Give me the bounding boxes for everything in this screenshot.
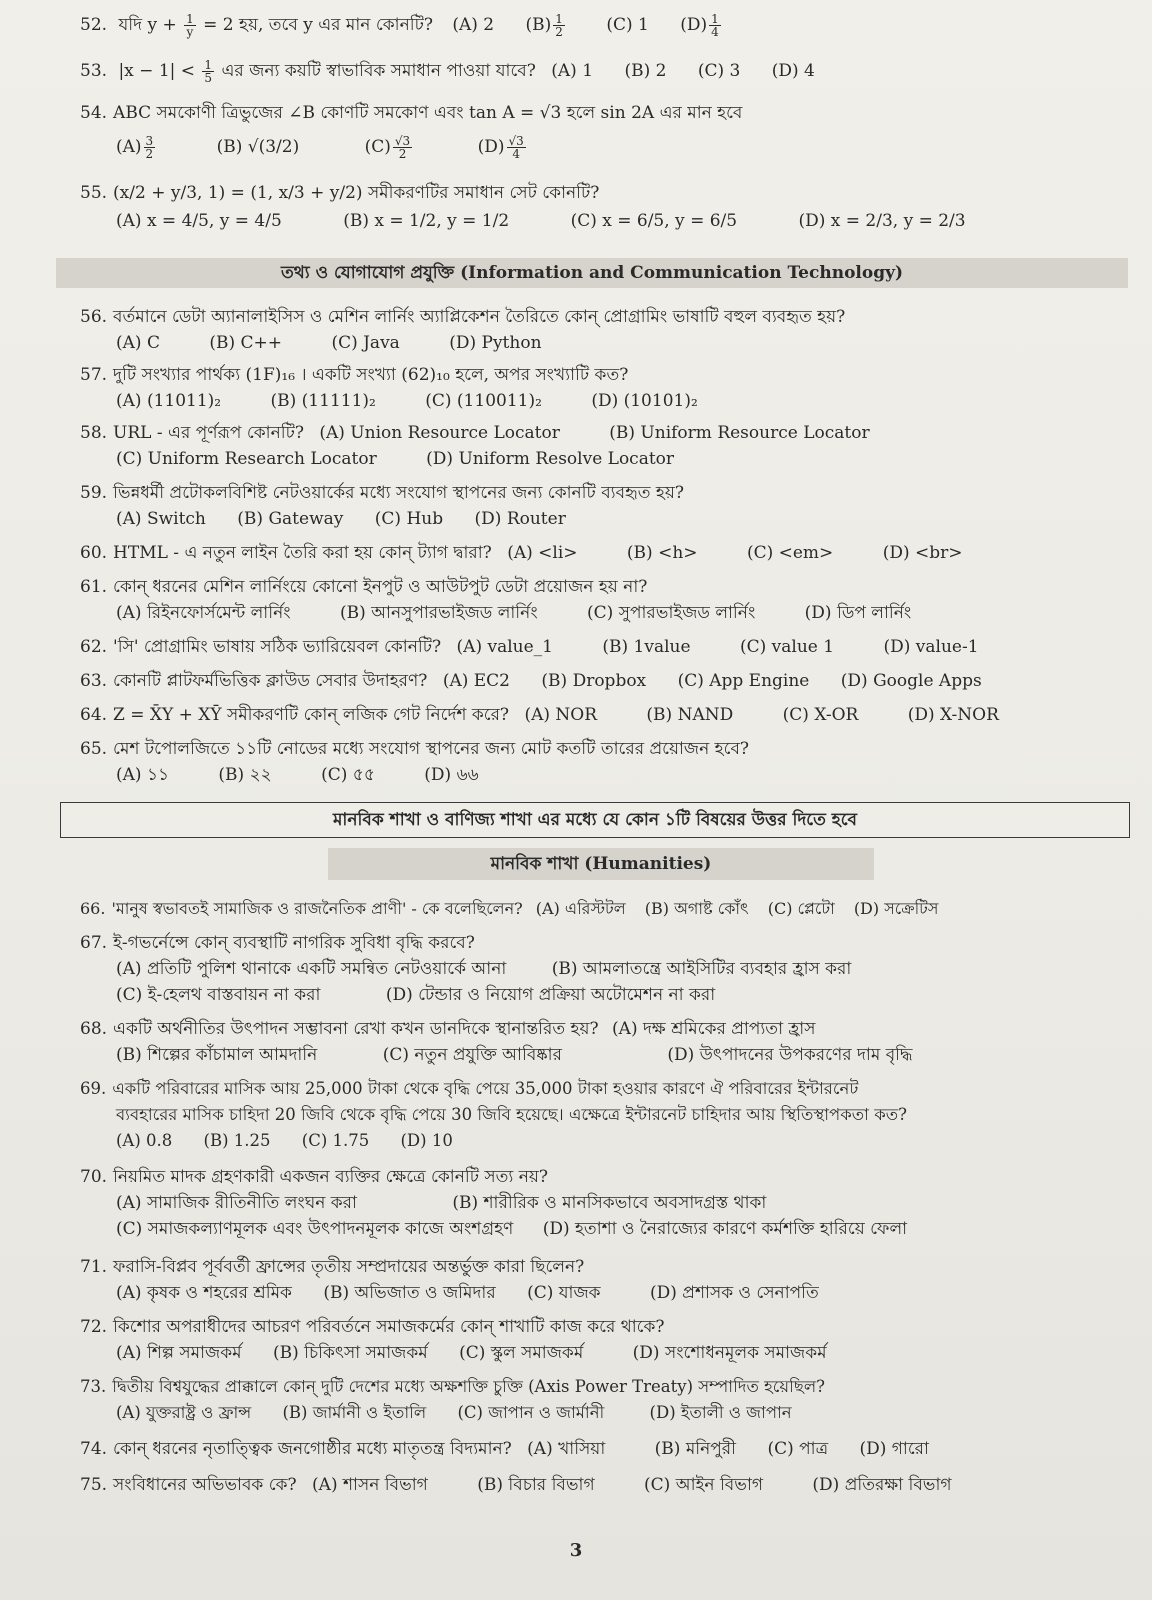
option-b: (B) শিল্পের কাঁচামাল আমদানি — [116, 1045, 318, 1065]
question-65: 65. মেশ টপোলজিতে ১১টি নোডের মধ্যে সংযোগ স্থাপনের জন্য মোট কতটি তারের প্রয়োজন হবে? (A) ১১ (B) ২২ (C) ৫৫ (D) ৬৬ — [80, 736, 1128, 788]
question-54: 54. ABC সমকোণী ত্রিভুজের ∠B কোণটি সমকোণ এবং tan A = √3 হলে sin 2A এর মান হবে (A) $\frac{3}{2}$ (B) √(3/2) (C) $\frac{√3}{2}$ (D) $\frac{√3}{4}$ — [80, 103, 743, 161]
option-c: (C) স্কুল সমাজকর্ম — [459, 1343, 584, 1363]
option-a: (A) যুক্তরাষ্ট্র ও ফ্রান্স — [116, 1403, 252, 1422]
option-a: (A) x = 4/5, y = 4/5 — [116, 211, 282, 231]
option-d: (D) ইতালী ও জাপান — [649, 1403, 792, 1422]
question-57: 57. দুটি সংখ্যার পার্থক্য (1F)₁₆ । একটি সংখ্যা (62)₁₀ হলে, অপর সংখ্যাটি কত? (A) (11011)₂ (B) (11111)₂ (C) (110011)₂ (D) (10101)₂ — [80, 362, 1128, 414]
question-63: 63. কোনটি প্লাটফর্মভিত্তিক ক্লাউড সেবার উদাহরণ? (A) EC2 (B) Dropbox (C) App Engine (D) Google Apps — [80, 668, 1128, 694]
option-b: (B) Gateway — [237, 509, 344, 529]
option-d: (D) <br> — [882, 543, 963, 563]
option-d: (D) (10101)₂ — [591, 391, 698, 411]
option-b: (B) C++ — [209, 333, 283, 353]
option-b: (B) 1.25 — [203, 1131, 271, 1150]
option-a: (A) দক্ষ শ্রমিকের প্রাপ্যতা হ্রাস — [612, 1019, 816, 1039]
option-b: (B) x = 1/2, y = 1/2 — [343, 211, 510, 231]
question-72: 72. কিশোর অপরাধীদের আচরণ পরিবর্তনে সমাজকর্মের কোন্ শাখাটি কাজ করে থাকে? (A) শিল্প সমাজকর্ম (B) চিকিৎসা সমাজকর্ম (C) স্কুল সমাজকর্ম (D) সংশোধনমূলক সমাজকর্ম — [80, 1314, 1128, 1366]
option-b: (B) বিচার বিভাগ — [477, 1475, 595, 1495]
section-heading-ict: তথ্য ও যোগাযোগ প্রযুক্তি (Information and Communication Technology) — [56, 258, 1128, 288]
option-d: (D) হতাশা ও নৈরাজ্যের কারণে কর্মশক্তি হারিয়ে ফেলা — [542, 1219, 908, 1239]
option-b: (B) 2 — [624, 61, 667, 81]
option-b: (B) চিকিৎসা সমাজকর্ম — [272, 1343, 428, 1363]
question-53: 53. |x − 1| < $\frac{1}{5}$ এর জন্য কয়টি স্বাভাবিক সমাধান পাওয়া যাবে? (A) 1 (B) 2 (C) 3 (D) 4 — [80, 58, 815, 85]
option-d: (D) প্রতিরক্ষা বিভাগ — [812, 1475, 952, 1495]
option-c: (C) ই-হেলথ বাস্তবায়ন না করা — [116, 985, 321, 1005]
option-a: (A) 1 — [551, 61, 594, 81]
option-a: (A) কৃষক ও শহরের শ্রমিক — [116, 1283, 292, 1303]
option-b: (B) (11111)₂ — [270, 391, 376, 411]
option-c: (C) নতুন প্রযুক্তি আবিষ্কার — [382, 1045, 562, 1065]
option-d: (D) 4 — [771, 61, 815, 81]
option-d: (D) সক্রেটিস — [853, 899, 939, 918]
option-d: (D) 10 — [400, 1131, 453, 1150]
option-c: (C) জাপান ও জার্মানী — [457, 1403, 605, 1422]
option-b: (B) 1value — [602, 637, 691, 657]
option-c: (C) Uniform Research Locator — [116, 449, 377, 469]
option-c: (C) যাজক — [527, 1283, 601, 1303]
option-b: (B) √(3/2) — [216, 137, 300, 157]
option-d: (D) — [477, 137, 505, 157]
option-b: (B) ২২ — [218, 765, 272, 785]
option-d: (D) Google Apps — [840, 671, 982, 691]
option-a: (A) Union Resource Locator — [319, 423, 560, 443]
question-62: 62. 'সি' প্রোগ্রামিং ভাষায় সঠিক ভ্যারিয়েবল কোনটি? (A) value_1 (B) 1value (C) value 1 (D) value-1 — [80, 634, 1128, 660]
option-d: (D) সংশোধনমূলক সমাজকর্ম — [632, 1343, 827, 1363]
option-a: (A) EC2 — [442, 671, 510, 691]
option-a: (A) 2 — [452, 15, 495, 35]
option-a: (A) ১১ — [116, 765, 170, 785]
option-d: (D) ৬৬ — [424, 765, 479, 785]
question-56: 56. বর্তমানে ডেটা অ্যানালাইসিস ও মেশিন লার্নিং অ্যাপ্লিকেশন তৈরিতে কোন্ প্রোগ্রামিং ভাষাটি বহুল ব্যবহৃত হয়? (A) C (B) C++ (C) Java (D) Python — [80, 304, 1128, 356]
option-c: (C) <em> — [746, 543, 834, 563]
option-c: (C) — [364, 137, 391, 157]
question-73: 73. দ্বিতীয় বিশ্বযুদ্ধের প্রাক্কালে কোন্ দুটি দেশের মধ্যে অক্ষশক্তি চুক্তি (Axis Power Treaty) সম্পাদিত হয়েছিল? (A) যুক্তরাষ্ট্র ও ফ্রান্স (B) জার্মানী ও ইতালি (C) জাপান ও জার্মানী (D) ইতালী ও জাপান — [80, 1374, 1128, 1426]
question-70: 70. নিয়মিত মাদক গ্রহণকারী একজন ব্যক্তির ক্ষেত্রে কোনটি সত্য নয়? (A) সামাজিক রীতিনীতি লংঘন করা (B) শারীরিক ও মানসিকভাবে অবসাদগ্রস্ত থাকা (C) সমাজকল্যাণমূলক এবং উৎপাদনমূলক কাজে অংশগ্রহণ (D) হতাশা ও নৈরাজ্যের কারণে কর্মশক্তি হারিয়ে ফেলা — [80, 1164, 1128, 1242]
option-b: (B) — [525, 15, 552, 35]
option-d: (D) Uniform Resolve Locator — [426, 449, 675, 469]
option-a: (A) NOR — [524, 705, 598, 725]
option-a: (A) এরিস্টটল — [535, 899, 626, 918]
option-b: (B) NAND — [646, 705, 734, 725]
question-66: 66. 'মানুষ স্বভাবতই সামাজিক ও রাজনৈতিক প্রাণী' - কে বলেছিলেন? (A) এরিস্টটল (B) অগাষ্ট কোঁৎ (C) প্লেটো (D) সক্রেটিস — [80, 896, 1128, 922]
option-c: (C) Java — [331, 333, 400, 353]
option-d: (D) — [680, 15, 708, 35]
option-c: (C) value 1 — [739, 637, 835, 657]
option-c: (C) ৫৫ — [321, 765, 375, 785]
option-c: (C) 1.75 — [301, 1131, 370, 1150]
option-c: (C) 3 — [697, 61, 741, 81]
option-b: (B) আমলাতন্ত্রে আইসিটির ব্যবহার হ্রাস করা — [551, 959, 852, 979]
option-d: (D) উৎপাদনের উপকরণের দাম বৃদ্ধি — [667, 1045, 913, 1065]
option-b: (B) মনিপুরী — [654, 1439, 737, 1459]
option-c: (C) আইন বিভাগ — [644, 1475, 764, 1495]
question-68: 68. একটি অর্থনীতির উৎপাদন সম্ভাবনা রেখা কখন ডানদিকে স্থানান্তরিত হয়? (A) দক্ষ শ্রমিকের প্রাপ্যতা হ্রাস (B) শিল্পের কাঁচামাল আমদানি (C) নতুন প্রযুক্তি আবিষ্কার (D) উৎপাদনের উপকরণের দাম বৃদ্ধি — [80, 1016, 1128, 1068]
option-c: (C) X-OR — [782, 705, 859, 725]
section-choice-banner: মানবিক শাখা ও বাণিজ্য শাখা এর মধ্যে যে কোন ১টি বিষয়ের উত্তর দিতে হবে — [60, 802, 1130, 838]
option-a: (A) 0.8 — [116, 1131, 173, 1150]
question-58: 58. URL - এর পূর্ণরূপ কোনটি? (A) Union Resource Locator (B) Uniform Resource Locator (C) Uniform Research Locator (D) Uniform Resolve Locator — [80, 420, 1128, 472]
option-d: (D) Router — [474, 509, 566, 529]
option-a: (A) শাসন বিভাগ — [312, 1475, 428, 1495]
option-b: (B) জার্মানী ও ইতালি — [282, 1403, 427, 1422]
option-a: (A) <li> — [507, 543, 578, 563]
question-75: 75. সংবিধানের অভিভাবক কে? (A) শাসন বিভাগ (B) বিচার বিভাগ (C) আইন বিভাগ (D) প্রতিরক্ষা বিভাগ — [80, 1472, 1128, 1498]
option-b: (B) অভিজাত ও জমিদার — [323, 1283, 496, 1303]
option-b: (B) অগাষ্ট কোঁৎ — [644, 899, 749, 918]
question-55: 55. (x/2 + y/3, 1) = (1, x/3 + y/2) সমীকরণটির সমাধান সেট কোনটি? (A) x = 4/5, y = 4/5 (B) x = 1/2, y = 1/2 (C) x = 6/5, y = 6/5 (D) x = 2/3, y = 2/3 — [80, 180, 1128, 234]
question-67: 67. ই-গভর্নেন্সে কোন্ ব্যবস্থাটি নাগরিক সুবিধা বৃদ্ধি করবে? (A) প্রতিটি পুলিশ থানাকে একটি সমন্বিত নেটওয়ার্কে আনা (B) আমলাতন্ত্রে আইসিটির ব্যবহার হ্রাস করা (C) ই-হেলথ বাস্তবায়ন না করা (D) টেন্ডার ও নিয়োগ প্রক্রিয়া অটোমেশন না করা — [80, 930, 1128, 1008]
option-a: (A) রিইনফোর্সমেন্ট লার্নিং — [116, 603, 291, 623]
option-b: (B) Dropbox — [541, 671, 647, 691]
option-b: (B) Uniform Resource Locator — [609, 423, 870, 443]
question-59: 59. ভিন্নধর্মী প্রটোকলবিশিষ্ট নেটওয়ার্কের মধ্যে সংযোগ স্থাপনের জন্য কোনটি ব্যবহৃত হয়? (A) Switch (B) Gateway (C) Hub (D) Router — [80, 480, 1128, 532]
option-d: (D) x = 2/3, y = 2/3 — [798, 211, 966, 231]
option-c: (C) সুপারভাইজড লার্নিং — [587, 603, 756, 623]
option-b: (B) শারীরিক ও মানসিকভাবে অবসাদগ্রস্ত থাকা — [452, 1193, 767, 1213]
option-c: (C) সমাজকল্যাণমূলক এবং উৎপাদনমূলক কাজে অংশগ্রহণ — [116, 1219, 514, 1239]
option-c: (C) x = 6/5, y = 6/5 — [570, 211, 738, 231]
option-d: (D) X-NOR — [907, 705, 999, 725]
option-a: (A) প্রতিটি পুলিশ থানাকে একটি সমন্বিত নেটওয়ার্কে আনা — [116, 959, 507, 979]
question-74: 74. কোন্ ধরনের নৃতাত্ত্বিক জনগোষ্ঠীর মধ্যে মাতৃতন্ত্র বিদ্যমান? (A) খাসিয়া (B) মনিপুরী (C) পাত্র (D) গারো — [80, 1436, 1128, 1462]
question-71: 71. ফরাসি-বিপ্লব পূর্ববর্তী ফ্রান্সের তৃতীয় সম্প্রদায়ের অন্তর্ভুক্ত কারা ছিলেন? (A) কৃষক ও শহরের শ্রমিক (B) অভিজাত ও জমিদার (C) যাজক (D) প্রশাসক ও সেনাপতি — [80, 1254, 1128, 1306]
option-a: (A) (11011)₂ — [116, 391, 222, 411]
option-a: (A) সামাজিক রীতিনীতি লংঘন করা — [116, 1193, 357, 1213]
option-c: (C) (110011)₂ — [425, 391, 542, 411]
option-a: (A) Switch — [116, 509, 206, 529]
option-a: (A) C — [116, 333, 160, 353]
option-d: (D) টেন্ডার ও নিয়োগ প্রক্রিয়া অটোমেশন না করা — [385, 985, 716, 1005]
question-64: 64. Z = X̄Y + XȲ সমীকরণটি কোন্ লজিক গেট নির্দেশ করে? (A) NOR (B) NAND (C) X-OR (D) X-NOR — [80, 702, 1128, 728]
option-d: (D) ডিপ লার্নিং — [804, 603, 912, 623]
option-a: (A) খাসিয়া — [527, 1439, 606, 1459]
question-60: 60. HTML - এ নতুন লাইন তৈরি করা হয় কোন্ ট্যাগ দ্বারা? (A) <li> (B) <h> (C) <em> (D) <br> — [80, 540, 1128, 566]
option-c: (C) Hub — [374, 509, 444, 529]
question-61: 61. কোন্ ধরনের মেশিন লার্নিংয়ে কোনো ইনপুট ও আউটপুট ডেটা প্রয়োজন হয় না? (A) রিইনফোর্সমেন্ট লার্নিং (B) আনসুপারভাইজড লার্নিং (C) সুপারভাইজড লার্নিং (D) ডিপ লার্নিং — [80, 574, 1128, 626]
option-d: (D) value-1 — [883, 637, 979, 657]
question-69: 69. একটি পরিবারের মাসিক আয় 25,000 টাকা থেকে বৃদ্ধি পেয়ে 35,000 টাকা হওয়ার কারণে ঐ পরিবারের ইন্টারনেট ব্যবহারের মাসিক চাহিদা 20 জিবি থেকে বৃদ্ধি পেয়ে 30 জিবি হয়েছে। এক্ষেত্রে ইন্টারনেট চাহিদার আয় স্থিতিস্থাপকতা কত? (A) 0.8 (B) 1.25 (C) 1.75 (D) 10 — [80, 1076, 1128, 1154]
option-b: (B) <h> — [626, 543, 698, 563]
option-a: (A) শিল্প সমাজকর্ম — [116, 1343, 242, 1363]
option-d: (D) গারো — [859, 1439, 929, 1459]
option-d: (D) Python — [449, 333, 542, 353]
option-c: (C) পাত্র — [767, 1439, 829, 1459]
section-heading-humanities: মানবিক শাখা (Humanities) — [328, 848, 874, 880]
question-52: 52. যদি y + $\frac{1}{y}$ = 2 হয়, তবে y এর মান কোনটি? (A) 2 (B) $\frac{1}{2}$ (C) 1 (D) $\frac{1}{4}$ — [80, 12, 719, 39]
fraction: $\frac{1}{y}$ — [186, 12, 194, 39]
option-b: (B) আনসুপারভাইজড লার্নিং — [339, 603, 538, 623]
option-c: (C) App Engine — [677, 671, 810, 691]
option-a: (A) — [116, 137, 142, 157]
option-d: (D) প্রশাসক ও সেনাপতি — [650, 1283, 819, 1303]
option-c: (C) প্লেটো — [767, 899, 835, 918]
option-c: (C) 1 — [606, 15, 649, 35]
page-number: 3 — [569, 1540, 583, 1561]
option-a: (A) value_1 — [456, 637, 553, 657]
